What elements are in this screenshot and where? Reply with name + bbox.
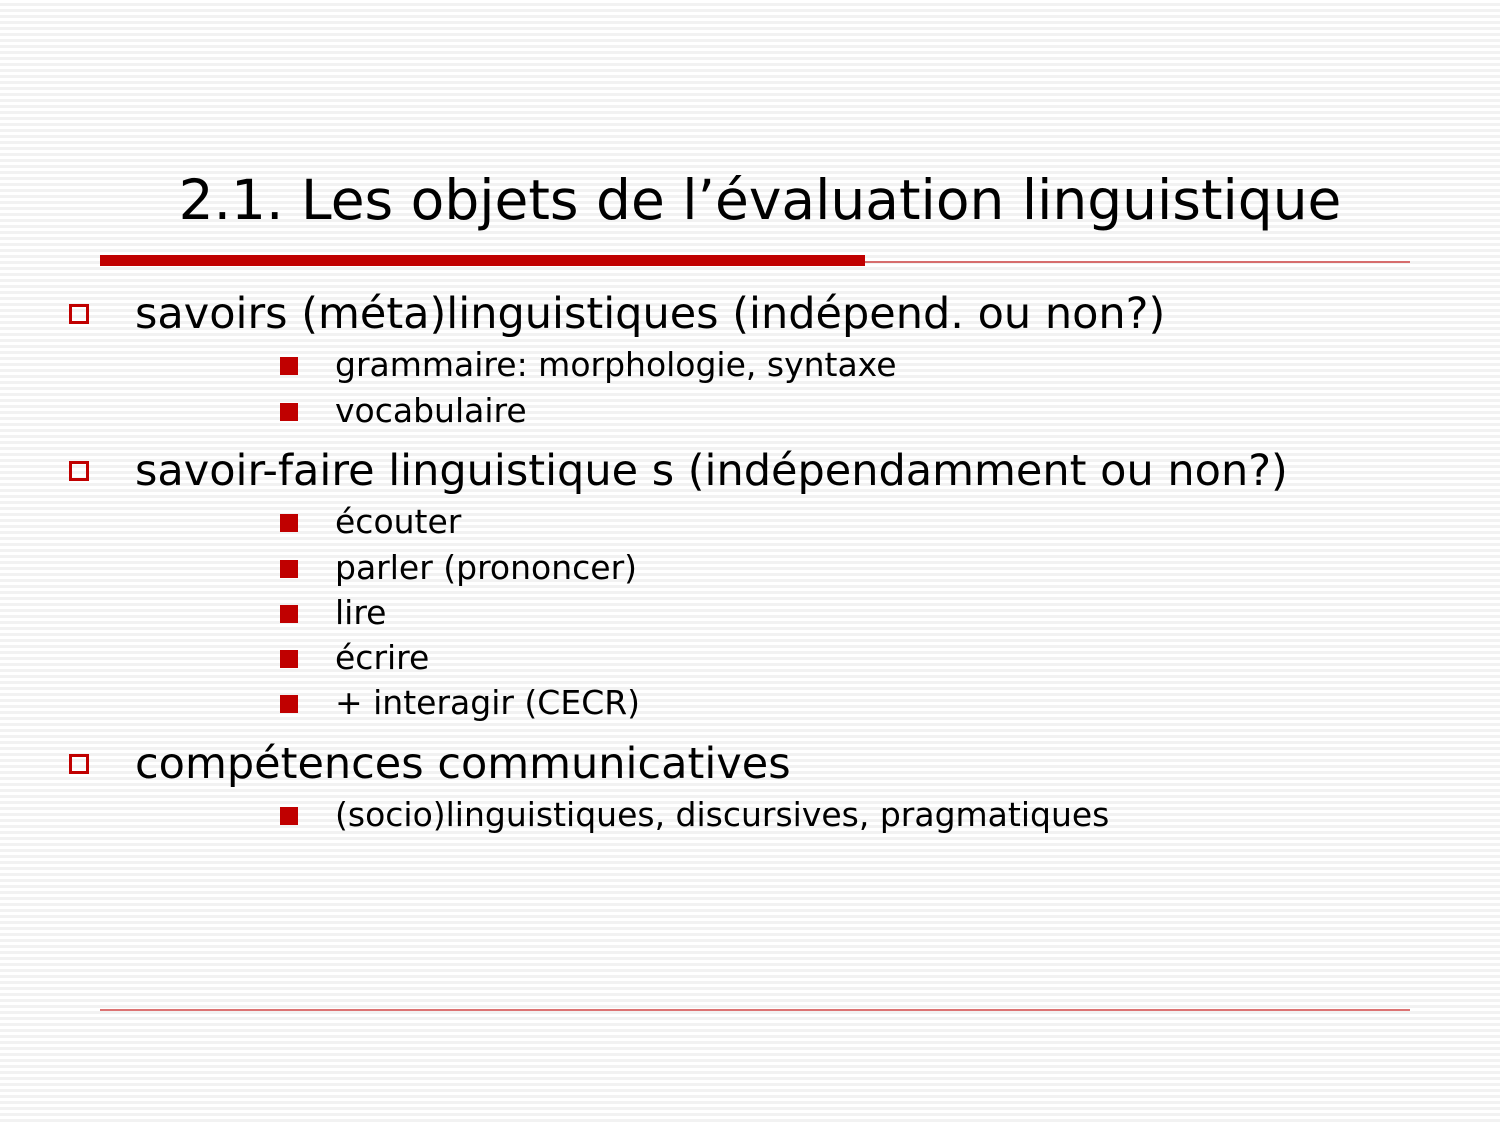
list-item [55,501,1455,542]
list-item-label: (socio)linguistiques, discursives, pragmatiques [335,795,1110,835]
footer-rule [100,1009,1410,1011]
hollow-square-bullet-icon [69,304,89,324]
list-item [55,738,1455,790]
list-item [55,344,1455,385]
hollow-square-bullet-icon [69,461,89,481]
filled-square-bullet-icon [280,514,298,532]
filled-square-bullet-icon [280,650,298,668]
list-item-label: parler (prononcer) [335,547,638,587]
title-underline-thin [100,261,1410,263]
filled-square-bullet-icon [280,403,298,421]
list-item-label: savoir-faire linguistique s (indépendamment ou non?) [135,445,1288,496]
list-item-label: compétences communicatives [135,738,791,789]
list-item-label: vocabulaire [335,390,527,430]
sub-bullet-list [55,501,1455,723]
sub-bullet-list [55,344,1455,431]
filled-square-bullet-icon [280,695,298,713]
sub-bullet-list [55,794,1455,835]
list-item-label: écouter [335,502,462,542]
list-item [55,288,1455,340]
list-item-label: écrire [335,638,430,678]
list-item-label: + interagir (CECR) [335,683,641,723]
hollow-square-bullet-icon [69,754,89,774]
filled-square-bullet-icon [280,357,298,375]
bullet-list [55,288,1455,835]
filled-square-bullet-icon [280,560,298,578]
list-item [55,445,1455,497]
list-item [55,547,1455,588]
list-item [55,682,1455,723]
list-item-label: savoirs (méta)linguistiques (indépend. ou non?) [135,289,1166,339]
list-item [55,794,1455,835]
list-item [55,592,1455,633]
list-item-label: grammaire: morphologie, syntaxe [335,345,897,385]
filled-square-bullet-icon [280,807,298,825]
filled-square-bullet-icon [280,605,298,623]
list-item [55,390,1455,431]
slide-content [55,288,1455,839]
page-title: 2.1. Les objets de l’évaluation linguistique [178,168,1342,232]
list-item [55,637,1455,678]
list-item-label: lire [335,592,387,632]
